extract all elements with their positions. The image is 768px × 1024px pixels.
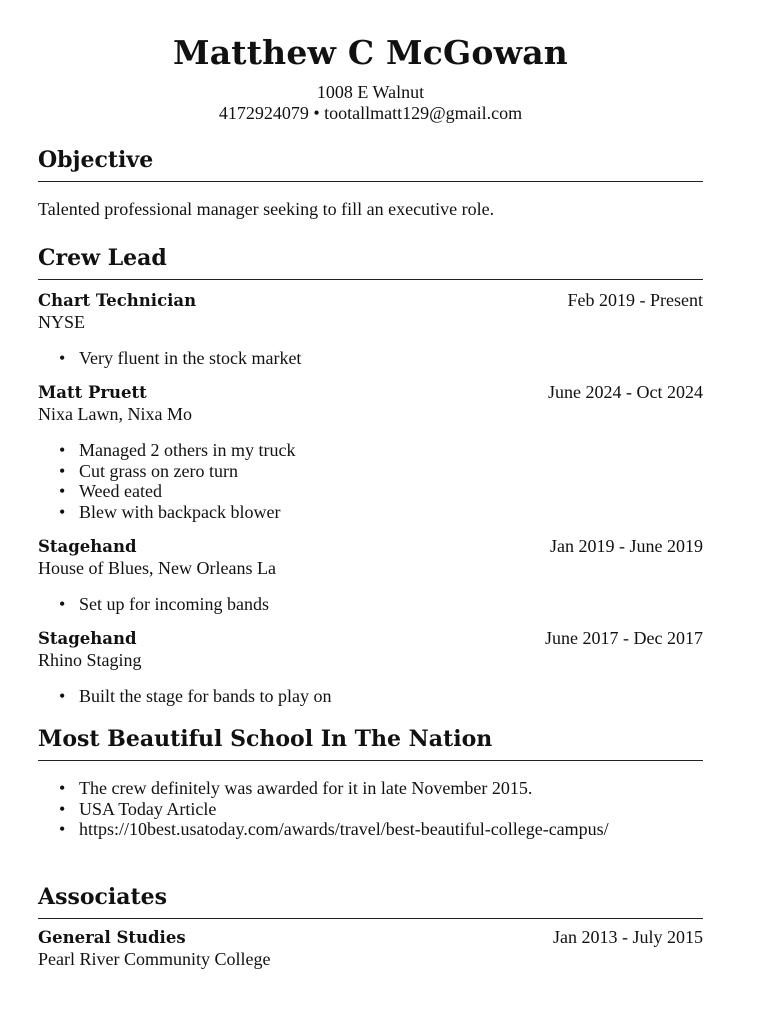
- list-item: [38, 778, 638, 799]
- bullet-text: Very fluent in the stock market: [79, 348, 302, 368]
- job-header-row: [38, 536, 703, 558]
- bullet-icon: •: [59, 348, 66, 368]
- list-item: [38, 819, 638, 840]
- education-dates: Jan 2013 - July 2015: [553, 927, 703, 947]
- bullet-icon: •: [59, 819, 66, 839]
- bullet-text: Blew with backpack blower: [79, 501, 281, 522]
- objective-section: [38, 146, 703, 220]
- list-item: [38, 686, 703, 707]
- bullet-icon: •: [59, 686, 66, 706]
- section-title-education: Associates: [38, 883, 703, 919]
- bullet-icon: •: [59, 440, 66, 460]
- job-bullets: [38, 594, 703, 615]
- bullet-icon: •: [59, 798, 66, 819]
- bullet-text: Weed eated: [79, 481, 162, 501]
- bullet-icon: •: [59, 778, 66, 798]
- job-role: Stagehand: [38, 629, 137, 648]
- job-role: Chart Technician: [38, 291, 197, 310]
- list-item: [38, 799, 638, 820]
- candidate-name: Matthew C McGowan: [172, 33, 569, 72]
- bullet-text: Built the stage for bands to play on: [79, 686, 332, 706]
- contact-line: 4172924079 • tootallmatt129@gmail.com: [218, 103, 523, 123]
- address-line: 1008 E Walnut: [316, 82, 425, 102]
- job-dates: June 2024 - Oct 2024: [548, 382, 703, 402]
- job-dates: June 2017 - Dec 2017: [545, 628, 703, 648]
- job-header-row: [38, 290, 703, 312]
- article-link[interactable]: https://10best.usatoday.com/awards/travel/best-beautiful-college-campus/: [79, 819, 609, 839]
- job-header-row: [38, 628, 703, 650]
- bullet-text: Set up for incoming bands: [79, 594, 269, 614]
- award-bullets: [38, 778, 638, 840]
- education-section: [38, 883, 703, 969]
- section-title-objective: Objective: [38, 146, 703, 182]
- list-item: [38, 481, 703, 502]
- education-header-row: [38, 927, 703, 949]
- resume-page: [38, 0, 703, 969]
- job-role: Matt Pruett: [38, 383, 147, 402]
- experience-section: [38, 244, 703, 706]
- bullet-icon: •: [59, 481, 66, 501]
- bullet-text: Managed 2 others in my truck: [79, 440, 296, 460]
- job-role: Stagehand: [38, 537, 137, 556]
- job-entry: [38, 628, 703, 707]
- list-item: [38, 502, 703, 523]
- degree-name: General Studies: [38, 928, 186, 947]
- list-item: [38, 461, 703, 482]
- bullet-icon: •: [59, 460, 66, 481]
- job-org: Rhino Staging: [38, 649, 142, 670]
- job-org: House of Blues, New Orleans La: [38, 557, 276, 578]
- job-header-row: [38, 382, 703, 404]
- job-dates: Feb 2019 - Present: [567, 290, 703, 310]
- bullet-text: Cut grass on zero turn: [79, 460, 238, 481]
- job-entry: [38, 382, 703, 522]
- job-org: NYSE: [38, 311, 86, 332]
- list-item: [38, 440, 703, 461]
- job-dates: Jan 2019 - June 2019: [550, 536, 703, 556]
- section-title-award: Most Beautiful School In The Nation: [38, 725, 703, 761]
- job-entry: [38, 536, 703, 615]
- job-bullets: [38, 686, 703, 707]
- job-bullets: [38, 348, 703, 369]
- objective-text: Talented professional manager seeking to fill an executive role.: [38, 199, 495, 219]
- award-section: [38, 725, 703, 840]
- education-entry: [38, 927, 703, 969]
- resume-header: [38, 0, 703, 124]
- job-bullets: [38, 440, 703, 522]
- job-entry: [38, 290, 703, 369]
- school-name: Pearl River Community College: [38, 948, 271, 969]
- bullet-text: USA Today Article: [79, 798, 217, 819]
- section-title-experience: Crew Lead: [38, 244, 703, 280]
- bullet-text: The crew definitely was awarded for it in late November 2015.: [79, 778, 533, 798]
- list-item: [38, 594, 703, 615]
- list-item: [38, 348, 703, 369]
- bullet-icon: •: [59, 594, 66, 614]
- bullet-icon: •: [59, 501, 66, 522]
- job-org: Nixa Lawn, Nixa Mo: [38, 403, 192, 424]
